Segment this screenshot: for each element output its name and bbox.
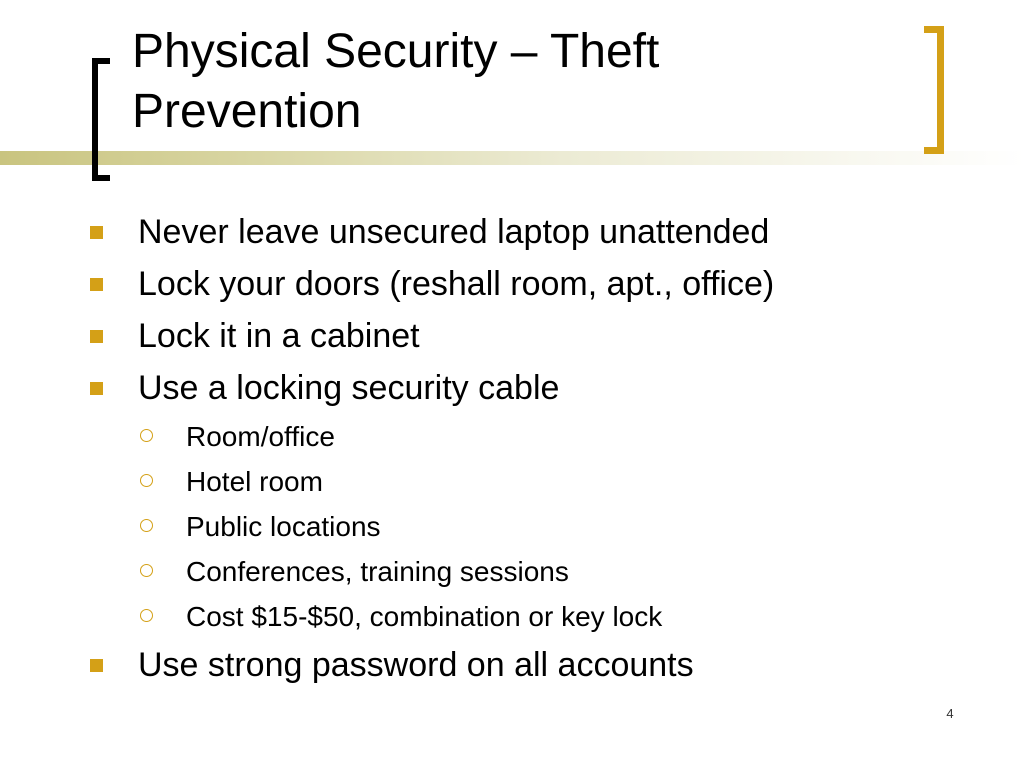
sub-bullet-list — [88, 414, 948, 639]
bullet-list — [88, 206, 948, 691]
sub-bullet-text: Public locations — [186, 511, 381, 542]
circle-bullet-icon — [138, 459, 186, 504]
sub-bullet-text: Cost $15-$50, combination or key lock — [186, 601, 663, 632]
title-line-1: Physical Security – Theft — [132, 25, 660, 78]
sub-bullet-item — [88, 549, 948, 594]
sub-bullet-item — [88, 504, 948, 549]
circle-bullet-icon — [138, 549, 186, 594]
left-bracket-decoration — [92, 58, 110, 181]
bullet-text: Use strong password on all accounts — [138, 646, 694, 684]
sub-bullet-text: Hotel room — [186, 466, 323, 497]
bullet-text: Never leave unsecured laptop unattended — [138, 213, 770, 251]
slide-title — [132, 22, 892, 142]
circle-bullet-icon — [138, 594, 186, 639]
bullet-item — [88, 639, 948, 691]
sub-bullet-item — [88, 594, 948, 639]
bullet-item — [88, 258, 948, 310]
sub-bullet-text: Conferences, training sessions — [186, 556, 569, 587]
circle-bullet-icon — [138, 414, 186, 459]
bullet-item — [88, 310, 948, 362]
bullet-item — [88, 362, 948, 414]
bullet-item — [88, 206, 948, 258]
title-line-2: Prevention — [132, 85, 362, 138]
sub-bullet-group — [88, 414, 948, 639]
bullet-text: Lock it in a cabinet — [138, 317, 420, 355]
sub-bullet-item — [88, 414, 948, 459]
square-bullet-icon — [88, 258, 138, 310]
square-bullet-icon — [88, 362, 138, 414]
square-bullet-icon — [88, 639, 138, 691]
sub-bullet-text: Room/office — [186, 421, 335, 452]
page-number: 4 — [946, 706, 954, 721]
square-bullet-icon — [88, 310, 138, 362]
bullet-text: Lock your doors (reshall room, apt., office) — [138, 265, 775, 303]
right-bracket-decoration — [924, 26, 944, 154]
title-accent-bar — [0, 151, 1024, 165]
circle-bullet-icon — [138, 504, 186, 549]
sub-bullet-item — [88, 459, 948, 504]
bullet-text: Use a locking security cable — [138, 369, 560, 407]
square-bullet-icon — [88, 206, 138, 258]
